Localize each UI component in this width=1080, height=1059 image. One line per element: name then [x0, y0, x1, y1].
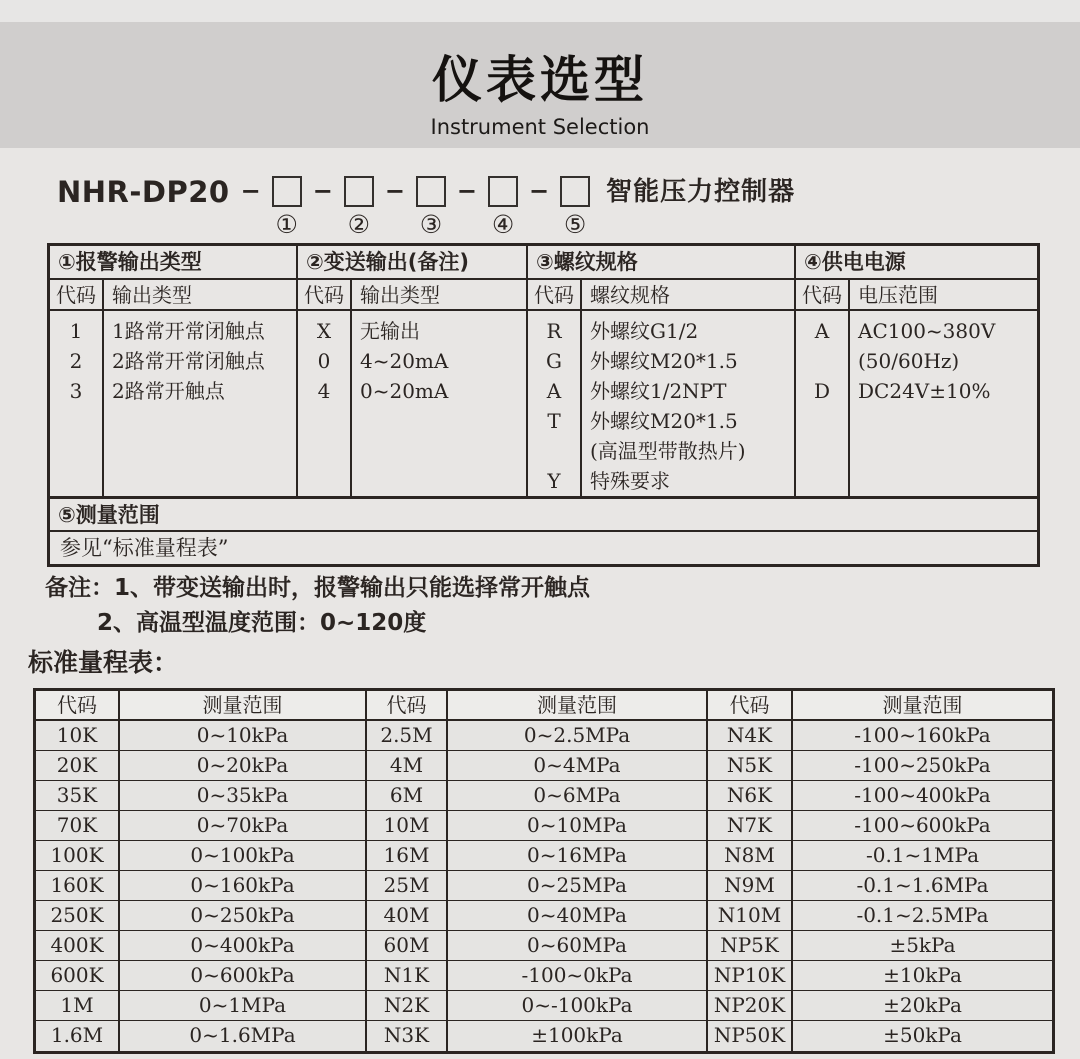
range-cell: NP10K: [708, 961, 793, 991]
notes-line-1-text: 1、带变送输出时，报警输出只能选择常开触点: [114, 575, 591, 601]
range-cell: 2.5M: [367, 721, 448, 751]
range-cell: 0~35kPa: [120, 781, 367, 811]
code-cell: T: [547, 409, 561, 433]
range-cell: ±100kPa: [448, 1021, 708, 1051]
desc-cell: DC24V±10%: [858, 379, 991, 403]
page-title: 仪表选型: [432, 51, 648, 109]
desc-cell: 1路常开常闭触点: [112, 319, 265, 343]
range-header-cell: 测量范围: [120, 691, 367, 721]
range-cell: N1K: [367, 961, 448, 991]
range-cell: NP20K: [708, 991, 793, 1021]
code-cell: X: [316, 319, 332, 343]
range-cell: 40M: [367, 901, 448, 931]
desc-cell: 外螺纹M20*1.5: [590, 409, 738, 433]
range-cell: -100~0kPa: [448, 961, 708, 991]
code-cell: [528, 436, 580, 466]
section-body: [298, 311, 526, 496]
selection-section-power-supply: [796, 246, 1037, 496]
model-position-1: ①: [275, 210, 298, 239]
range-cell: 35K: [36, 781, 120, 811]
desc-header-cell: 螺纹规格: [590, 283, 670, 307]
measuring-range-reference: 参见“标准量程表”: [50, 530, 1037, 564]
model-box-3: [416, 176, 446, 207]
code-column: [298, 311, 352, 496]
notes-line-2: 2、高温型温度范围：0~120度: [97, 610, 427, 636]
code-cell: [796, 346, 848, 376]
range-cell: N8M: [708, 841, 793, 871]
range-cell: N3K: [367, 1021, 448, 1051]
range-cell: 6M: [367, 781, 448, 811]
range-cell: 0~2.5MPa: [448, 721, 708, 751]
range-cell: -100~160kPa: [793, 721, 1052, 751]
model-dash: −: [240, 177, 261, 205]
section-body: [50, 311, 296, 496]
code-header-cell: 代码: [298, 280, 352, 309]
desc-cell: (50/60Hz): [858, 349, 960, 373]
range-cell: 0~400kPa: [120, 931, 367, 961]
model-unit-1: [272, 176, 302, 238]
desc-header-cell: 输出类型: [360, 283, 440, 307]
range-cell: 0~1.6MPa: [120, 1021, 367, 1051]
model-dash: −: [456, 177, 478, 205]
range-cell: NP5K: [708, 931, 793, 961]
selection-section-alarm-output: [50, 246, 298, 496]
range-cell: 0~70kPa: [120, 811, 367, 841]
section-subheader: [50, 280, 296, 311]
desc-column: [104, 311, 296, 496]
range-cell: N7K: [708, 811, 793, 841]
range-cell: N4K: [708, 721, 793, 751]
standard-range-table: [33, 688, 1055, 1054]
top-strip: [0, 0, 1080, 22]
selection-sections: [50, 246, 1037, 496]
model-box-5: [560, 176, 590, 207]
range-cell: ±20kPa: [793, 991, 1052, 1021]
desc-cell: 外螺纹G1/2: [590, 319, 699, 343]
range-cell: 10M: [367, 811, 448, 841]
range-cell: -0.1~2.5MPa: [793, 901, 1052, 931]
desc-cell: 无输出: [360, 319, 420, 343]
selection-section-thread-spec: [528, 246, 796, 496]
range-cell: N9M: [708, 871, 793, 901]
range-header-cell: 代码: [367, 691, 448, 721]
range-cell: 70K: [36, 811, 120, 841]
model-unit-4: [488, 176, 518, 238]
code-cell: G: [546, 349, 562, 373]
range-cell: 0~10kPa: [120, 721, 367, 751]
model-position-4: ④: [491, 210, 515, 239]
range-header-cell: 测量范围: [448, 691, 708, 721]
range-cell: 0~1MPa: [120, 991, 367, 1021]
section-title: ①报警输出类型: [50, 246, 296, 280]
range-cell: 1.6M: [36, 1021, 120, 1051]
range-cell: 1M: [36, 991, 120, 1021]
range-cell: 0~10MPa: [448, 811, 708, 841]
code-cell: A: [814, 319, 830, 343]
range-cell: -0.1~1MPa: [793, 841, 1052, 871]
desc-cell: 4~20mA: [360, 349, 449, 373]
range-header-cell: 代码: [36, 691, 120, 721]
range-cell: -100~600kPa: [793, 811, 1052, 841]
range-cell: 0~250kPa: [120, 901, 367, 931]
model-position-5: ⑤: [563, 210, 587, 239]
page-header: [0, 22, 1080, 148]
code-cell: 0: [317, 349, 331, 373]
range-cell: 0~60MPa: [448, 931, 708, 961]
code-cell: D: [813, 379, 831, 403]
range-cell: N6K: [708, 781, 793, 811]
notes: [45, 572, 590, 639]
range-cell: 10K: [36, 721, 120, 751]
range-cell: NP50K: [708, 1021, 793, 1051]
desc-cell: 特殊要求: [590, 469, 670, 493]
range-cell: -0.1~1.6MPa: [793, 871, 1052, 901]
range-cell: 160K: [36, 871, 120, 901]
selection-table: [47, 243, 1040, 567]
code-cell: 4: [317, 379, 331, 403]
code-cell: R: [546, 319, 562, 343]
range-cell: N5K: [708, 751, 793, 781]
section-title: ③螺纹规格: [528, 246, 794, 280]
model-position-2: ②: [347, 210, 371, 239]
code-cell: Y: [547, 469, 561, 493]
range-cell: 16M: [367, 841, 448, 871]
range-cell: 0~6MPa: [448, 781, 708, 811]
notes-line-1: [45, 572, 590, 604]
range-cell: 0~20kPa: [120, 751, 367, 781]
range-cell: ±10kPa: [793, 961, 1052, 991]
desc-cell: AC100~380V: [858, 319, 996, 343]
model-unit-5: [560, 176, 590, 238]
code-column: [50, 311, 104, 496]
section-subheader: [528, 280, 794, 311]
section-title: ②变送输出(备注): [298, 246, 526, 280]
code-header-cell: 代码: [50, 280, 104, 309]
range-cell: 0~4MPa: [448, 751, 708, 781]
desc-cell: 2路常开常闭触点: [112, 349, 265, 373]
code-header-cell: 代码: [528, 280, 582, 309]
desc-cell: 0~20mA: [360, 379, 449, 403]
section-subheader: [796, 280, 1037, 311]
model-box-4: [488, 176, 518, 207]
model-prefix: NHR-DP20: [57, 175, 230, 209]
code-column: [528, 311, 582, 496]
section-title: ④供电电源: [796, 246, 1037, 280]
range-cell: 0~25MPa: [448, 871, 708, 901]
section-body: [528, 311, 794, 496]
range-cell: 4M: [367, 751, 448, 781]
range-cell: ±5kPa: [793, 931, 1052, 961]
range-cell: 400K: [36, 931, 120, 961]
selection-section-transmit-output: [298, 246, 528, 496]
range-cell: 0~16MPa: [448, 841, 708, 871]
range-header-cell: 测量范围: [793, 691, 1052, 721]
range-cell: ±50kPa: [883, 1023, 962, 1047]
code-cell: 3: [69, 379, 83, 403]
code-cell: A: [546, 379, 562, 403]
model-box-1: [272, 176, 302, 207]
model-code-line: [57, 176, 795, 238]
range-cell: 0~600kPa: [120, 961, 367, 991]
model-dash: −: [384, 177, 405, 205]
model-dash: −: [312, 177, 333, 205]
desc-cell: 外螺纹1/2NPT: [590, 379, 727, 403]
range-cell: -100~250kPa: [793, 751, 1052, 781]
model-unit-2: [344, 176, 374, 238]
range-cell: 25M: [367, 871, 448, 901]
range-table-title: 标准量程表：: [28, 648, 179, 677]
desc-cell: (高温型带散热片): [590, 439, 746, 463]
range-cell: 100K: [36, 841, 120, 871]
range-cell: -100~400kPa: [793, 781, 1052, 811]
code-header-cell: 代码: [796, 280, 850, 309]
desc-header-cell: 输出类型: [112, 283, 192, 307]
range-cell: 60M: [367, 931, 448, 961]
range-cell: 0~-100kPa: [448, 991, 708, 1021]
measuring-range-row: ⑤测量范围: [50, 496, 1037, 530]
section-body: [796, 311, 1037, 496]
model-unit-3: [416, 176, 446, 238]
desc-column: [850, 311, 1037, 496]
model-box-2: [344, 176, 374, 207]
range-cell: 0~160kPa: [120, 871, 367, 901]
notes-label: 备注：: [45, 575, 114, 601]
code-cell: 2: [69, 349, 83, 373]
code-column: [796, 311, 850, 496]
page-subtitle: Instrument Selection: [430, 115, 650, 139]
model-dash: −: [529, 177, 550, 205]
range-cell: 0~100kPa: [120, 841, 367, 871]
range-cell: 600K: [36, 961, 120, 991]
desc-cell: 外螺纹M20*1.5: [590, 349, 738, 373]
section-subheader: [298, 280, 526, 311]
range-cell: 20K: [36, 751, 120, 781]
code-cell: 1: [69, 319, 83, 343]
desc-header-cell: 电压范围: [858, 283, 938, 307]
desc-column: [352, 311, 526, 496]
model-suffix: 智能压力控制器: [606, 177, 796, 207]
model-position-3: ③: [419, 210, 443, 239]
range-cell: N10M: [708, 901, 793, 931]
desc-cell: 2路常开触点: [112, 379, 225, 403]
range-cell: 250K: [36, 901, 120, 931]
range-cell: 0~40MPa: [448, 901, 708, 931]
range-cell: N2K: [367, 991, 448, 1021]
range-header-cell: 代码: [708, 691, 793, 721]
desc-column: [582, 311, 794, 496]
